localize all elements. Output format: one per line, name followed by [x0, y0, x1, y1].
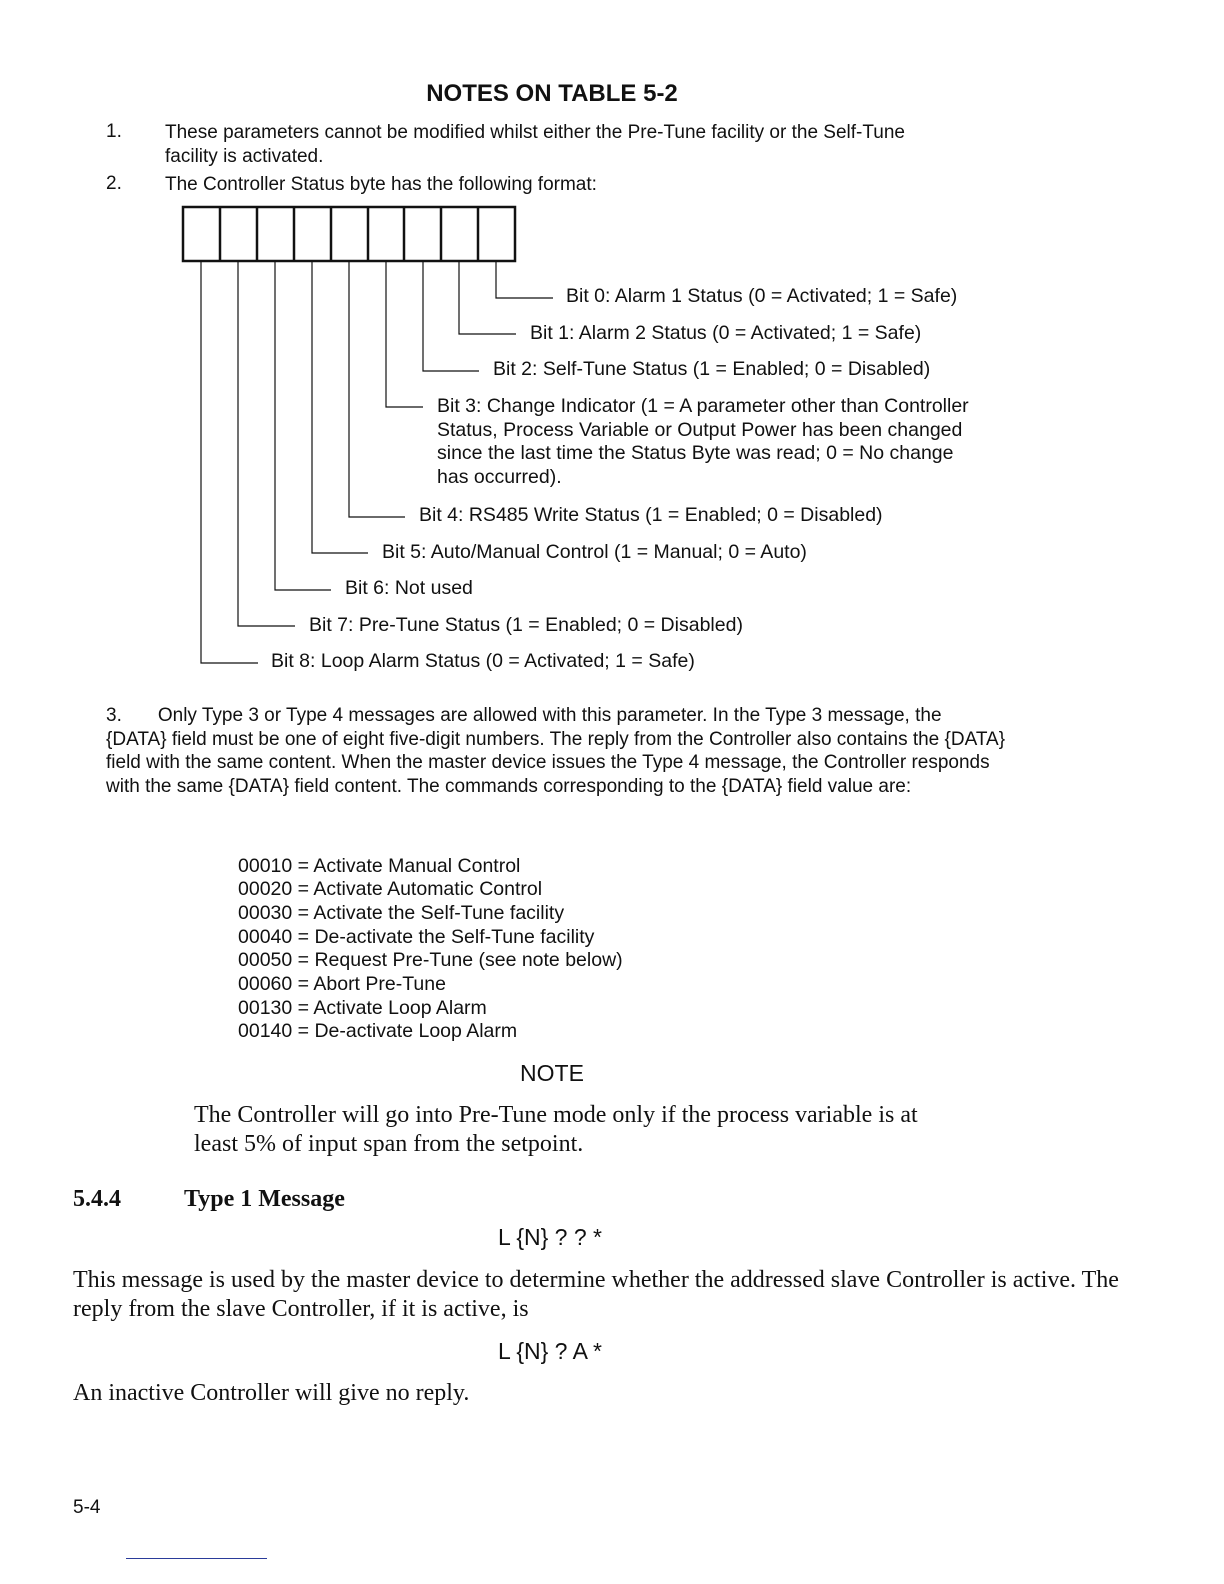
command-item: 00140 = De-activate Loop Alarm	[238, 1020, 518, 1042]
note-2-line-1: The Controller Status byte has the following format:	[165, 174, 597, 195]
note-1-line-1: These parameters cannot be modified whilst either the Pre-Tune facility or the Self-Tune	[165, 122, 905, 143]
bit-4-label: Bit 4: RS485 Write Status (1 = Enabled; 0 = Disabled)	[419, 504, 883, 526]
section-number: 5.4.4	[73, 1186, 121, 1212]
page-number: 5-4	[73, 1497, 101, 1518]
leader-bit-8	[201, 261, 258, 663]
note-3-paragraph	[106, 704, 1006, 798]
command-item: 00060 = Abort Pre-Tune	[238, 973, 446, 995]
leader-bit-7	[238, 261, 295, 626]
command-item: 00020 = Activate Automatic Control	[238, 878, 543, 900]
bit-7-label: Bit 7: Pre-Tune Status (1 = Enabled; 0 = Disabled)	[309, 614, 743, 636]
bit-3-label-line-1: Bit 3: Change Indicator (1 = A parameter other than Controller	[437, 395, 969, 417]
note-1-number: 1.	[106, 121, 122, 142]
command-item: 00010 = Activate Manual Control	[238, 855, 521, 877]
type-1-message-format: L {N} ? ? *	[497, 1224, 602, 1250]
note-body: The Controller will go into Pre-Tune mode only if the process variable is at least 5% of input span from the setpoint.	[194, 1102, 918, 1157]
leader-bit-0	[496, 261, 553, 298]
command-item: 00130 = Activate Loop Alarm	[238, 997, 487, 1019]
status-byte-diagram	[0, 0, 1224, 700]
section-title: Type 1 Message	[184, 1186, 345, 1212]
bit-3-label-line-4: has occurred).	[437, 466, 562, 488]
bit-8-label: Bit 8: Loop Alarm Status (0 = Activated; 1 = Safe)	[271, 650, 695, 672]
command-item: 00050 = Request Pre-Tune (see note below)	[238, 949, 623, 971]
bit-3-label-line-3: since the last time the Status Byte was read; 0 = No change	[437, 442, 954, 464]
page-heading: NOTES ON TABLE 5-2	[426, 80, 678, 107]
leader-bit-6	[275, 261, 331, 590]
footer-rule	[126, 1558, 267, 1559]
bit-5-label: Bit 5: Auto/Manual Control (1 = Manual; 0 = Auto)	[382, 541, 807, 563]
section-closing-sentence: An inactive Controller will give no reply.	[73, 1380, 470, 1406]
leader-bit-4	[349, 261, 405, 517]
status-byte-boxes	[183, 207, 515, 261]
leader-bit-2	[423, 261, 479, 371]
section-paragraph: This message is used by the master device to determine whether the addressed slave Controller is active. The reply from the slave Controller, if it is active, is	[73, 1267, 1119, 1322]
leader-bit-5	[312, 261, 368, 553]
note-2-number: 2.	[106, 173, 122, 194]
bit-6-label: Bit 6: Not used	[345, 577, 473, 599]
bit-1-label: Bit 1: Alarm 2 Status (0 = Activated; 1 = Safe)	[530, 322, 922, 344]
note-1-line-2: facility is activated.	[165, 146, 324, 167]
status-byte-dividers	[220, 207, 478, 261]
leader-bit-3	[386, 261, 423, 407]
reply-message-format: L {N} ? A *	[497, 1338, 603, 1364]
note-heading: NOTE	[520, 1060, 584, 1086]
bit-2-label: Bit 2: Self-Tune Status (1 = Enabled; 0 = Disabled)	[493, 358, 931, 380]
command-item: 00030 = Activate the Self-Tune facility	[238, 902, 565, 924]
command-item: 00040 = De-activate the Self-Tune facility	[238, 926, 595, 948]
note-3-number: 3.	[106, 705, 122, 726]
note-3-text: Only Type 3 or Type 4 messages are allowed with this parameter. In the Type 3 message, the {DATA} field must be one of eight five-digit numbers. The reply from the Controller also contains the {DATA} field with the same content. When the master device issues the Type 4 message, the Controller responds with the same {DATA} field content. The commands corresponding to the {DATA} field value are:	[106, 705, 1006, 797]
bit-0-label: Bit 0: Alarm 1 Status (0 = Activated; 1 = Safe)	[566, 285, 958, 307]
bit-3-label-line-2: Status, Process Variable or Output Power has been changed	[437, 419, 963, 441]
